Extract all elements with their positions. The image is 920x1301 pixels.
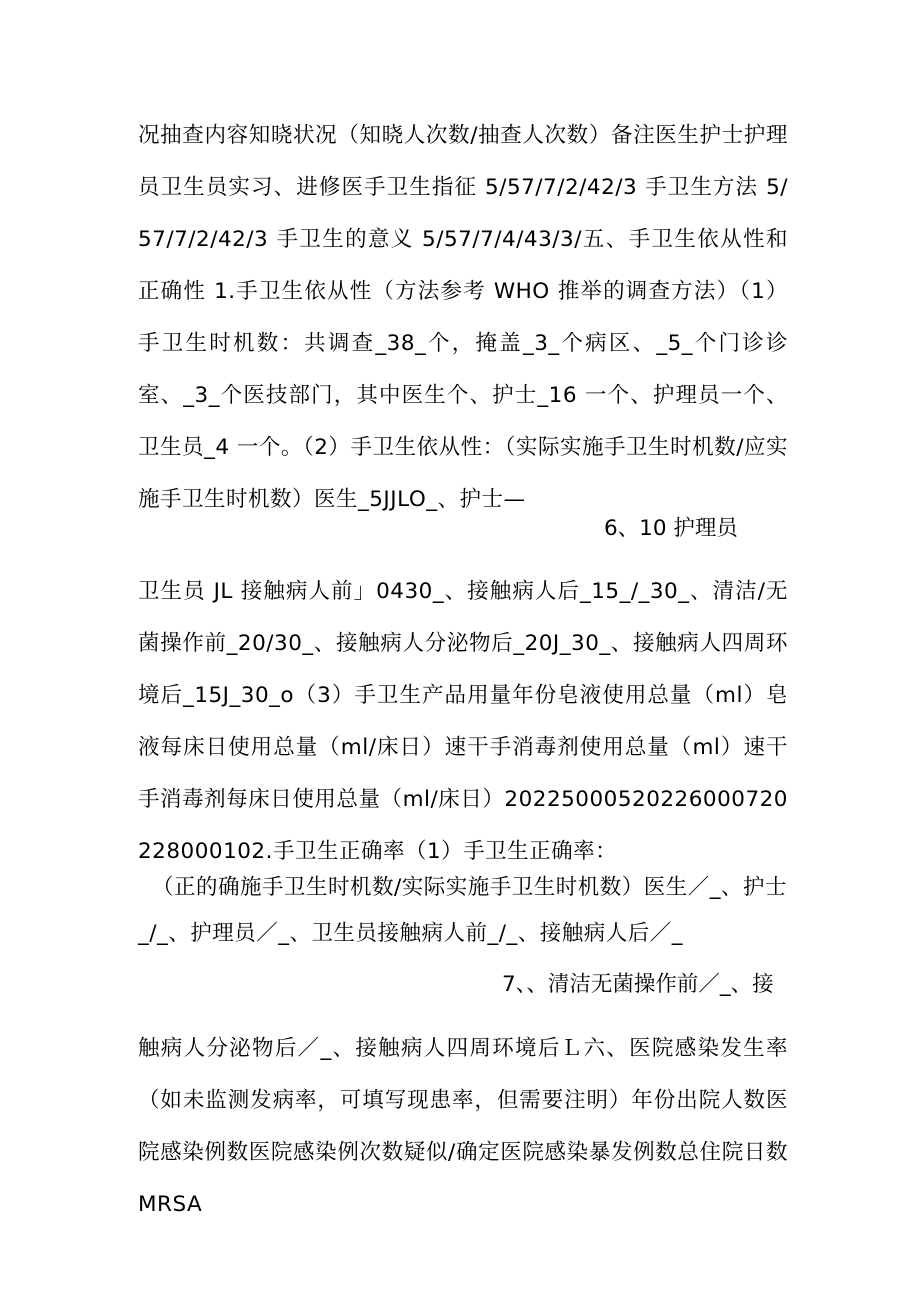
paragraph-hand-hygiene-compliance: 况抽查内容知晓状况（知晓人次数/抽查人次数）备注医生护士护理员卫生员实习、进修医手卫生指征 5/57/7/2/42/3 手卫生方法 5/57/7/2/42/3 手卫生的意义 5/57/7/4/43/3/五、手卫生依从性和正确性 1.手卫生依从性（方法参考 WHO 推举的调查方法）（1）手卫生时机数：共调查_38_个，掩盖_3_个病区、_5_个门诊诊室、_3_个医技部门，其中医生个、护士_16 一个、护理员一个、卫生员_4 一个。（2）手卫生依从性：（实际实施手卫生时机数/应实施手卫生时机数）医生_5JJLO_、护士— bbox=[138, 123, 788, 512]
right-aligned-line-aseptic: 7、、清洁无菌操作前／_、接 bbox=[502, 972, 774, 997]
right-aligned-line-nurse-aide: 6、10 护理员 bbox=[604, 516, 738, 541]
paragraph-hand-hygiene-products: 卫生员 JL 接触病人前」0430_、接触病人后_15_/_30_、清洁/无菌操作前_20/30_、接触病人分泌物后_20J_30_、接触病人四周环境后_15J_30_o（3）手卫生产品用量年份皂液使用总量（ml）皂液每床日使用总量（ml/床日）速干手消毒剂使用总量（ml）速干手消毒剂每床日使用总量（ml/床日）20225000520226000720228000102.手卫生正确率（1）手卫生正确率： bbox=[138, 579, 788, 864]
paragraph-correctness-formula: （正的确施手卫生时机数/实际实施手卫生时机数）医生／_、护士 bbox=[152, 875, 787, 900]
paragraph-correctness-roles: _/_、护理员／_、卫生员接触病人前_/_、接触病人后／_ bbox=[138, 921, 683, 946]
paragraph-infection-rate: 触病人分泌物后／_、接触病人四周环境后Ｌ六、医院感染发生率（如未监测发病率，可填写现患率，但需要注明）年份出院人数医院感染例数医院感染例次数疑似/确定医院感染暴发例数总住院日数 MRSA bbox=[138, 1036, 788, 1217]
